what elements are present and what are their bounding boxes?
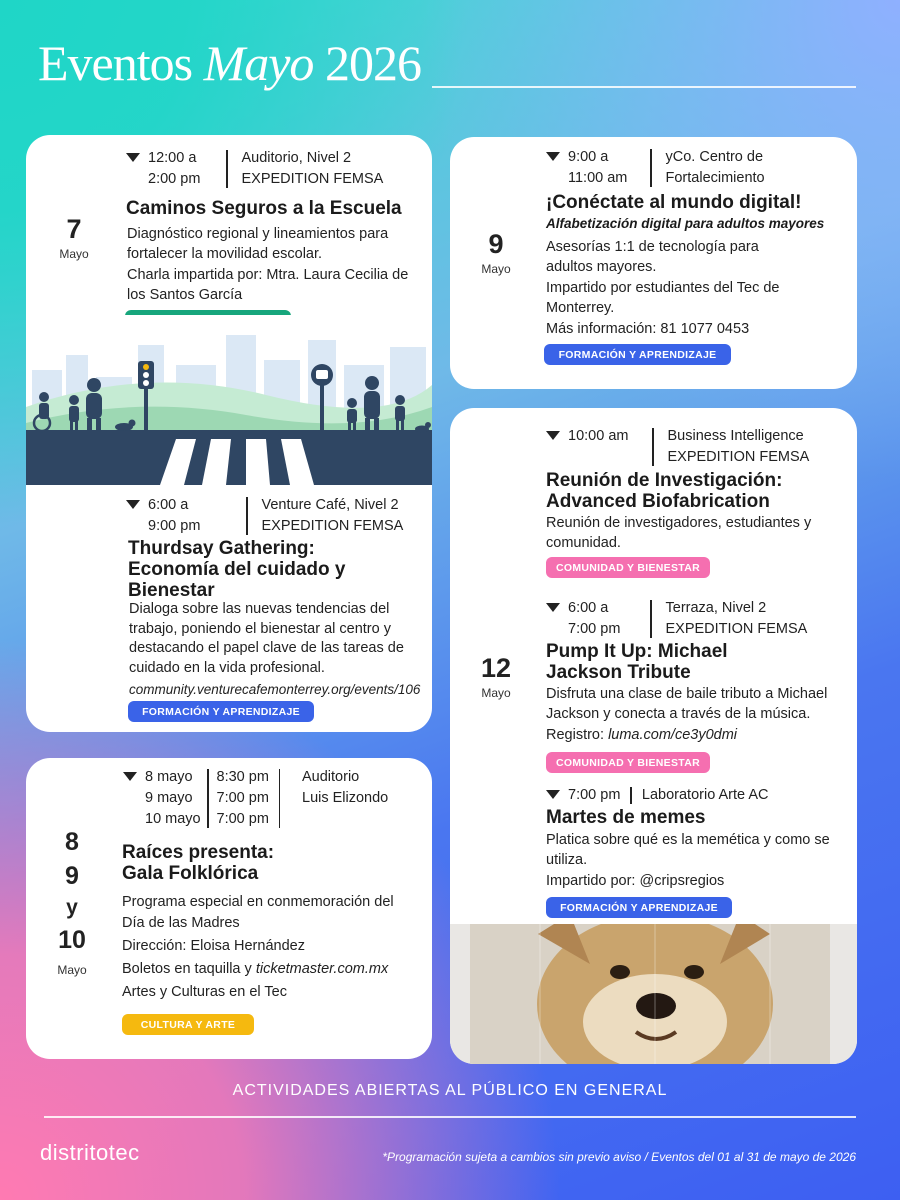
speaker-text: Charla impartida por: Mtra. Laura Cecilia de los Santos García: [127, 267, 409, 303]
event-description: [546, 831, 836, 894]
event-schedule: [546, 426, 809, 468]
date-conjunction: y: [66, 896, 78, 919]
category-tag: FORMACIÓN Y APRENDIZAJE: [128, 701, 314, 722]
event-description: [546, 514, 822, 555]
event-location: Auditorio Luis Elizondo: [302, 769, 389, 806]
date-month: Mayo: [57, 963, 87, 977]
divider: [630, 787, 632, 804]
event-schedule: [126, 495, 403, 537]
event-time: 6:00 a 7:00 pm: [568, 600, 621, 637]
description-text: Diagnóstico regional y lineamientos para fortalecer la movilidad escolar.: [127, 226, 389, 262]
event-time: 7:00 pm: [568, 787, 621, 803]
description-text: Asesorías 1:1 de tecnología para adultos mayores.: [546, 239, 759, 275]
date-day: 8: [65, 828, 79, 856]
event-time: 9:00 a 11:00 am: [568, 149, 628, 186]
category-tag: COMUNIDAD Y BIENESTAR: [546, 752, 710, 773]
event-title: Martes de memes: [546, 807, 706, 828]
event-time: 6:00 a 9:00 pm: [148, 497, 201, 534]
event-dates: 8 mayo 9 mayo 10 mayo: [145, 769, 201, 827]
organizer-text: Artes y Culturas en el Tec: [122, 984, 287, 1000]
divider: [246, 497, 248, 535]
date-day: 10: [58, 926, 86, 954]
caret-down-icon: [126, 500, 140, 509]
date-day: 9: [65, 862, 79, 890]
event-description: [546, 685, 836, 748]
date-day: 9: [488, 229, 504, 259]
event-location: Venture Café, Nivel 2 EXPEDITION FEMSA: [261, 497, 404, 534]
event-location: Laboratorio Arte AC: [641, 787, 769, 803]
event-link[interactable]: community.venturecafemonterrey.org/events/106: [129, 682, 421, 697]
organizer-text: Impartido por estudiantes del Tec de Monterrey.: [546, 280, 780, 316]
ticket-text: [122, 959, 418, 980]
event-schedule: [546, 785, 768, 806]
registration-label: Registro:: [546, 727, 609, 743]
divider: [279, 769, 281, 828]
event-description: [129, 600, 421, 702]
event-card-may-12: [450, 408, 857, 1064]
divider: [207, 769, 209, 828]
event-title: Raíces presenta: Gala Folklórica: [122, 842, 275, 884]
category-tag: COMUNIDAD Y BIENESTAR: [546, 557, 710, 578]
public-activities-banner: ACTIVIDADES ABIERTAS AL PÚBLICO EN GENERAL: [232, 1082, 668, 1099]
event-location: Terraza, Nivel 2 EXPEDITION FEMSA: [665, 600, 808, 637]
director-text: Dirección: Eloisa Hernández: [122, 938, 305, 954]
title-word-mayo: Mayo: [203, 35, 314, 91]
date-day: 7: [66, 214, 82, 244]
divider: [650, 149, 652, 187]
description-text: Programa especial en conmemoración del Día de las Madres: [122, 894, 394, 931]
event-hours: 8:30 pm 7:00 pm 7:00 pm: [216, 769, 269, 827]
category-tag: FORMACIÓN Y APRENDIZAJE: [546, 897, 732, 918]
caret-down-icon: [546, 603, 560, 612]
event-title: Reunión de Investigación: Advanced Biofabrication: [546, 470, 783, 512]
description-text: Platica sobre qué es la memética y como se utiliza.: [546, 832, 830, 868]
event-title: Pump It Up: Michael Jackson Tribute: [546, 641, 728, 683]
event-time: 12:00 a 2:00 pm: [148, 150, 201, 187]
date-block: [34, 215, 114, 261]
safe-school-route-illustration: [26, 315, 432, 485]
category-tag: FORMACIÓN Y APRENDIZAJE: [544, 344, 731, 365]
description-text: Dialoga sobre las nuevas tendencias del trabajo, poniendo el bienestar al centro y destacando el papel clave de las tareas de cuidado en la vida profesional.: [129, 601, 404, 676]
event-schedule: [126, 148, 383, 190]
event-title: Caminos Seguros a la Escuela: [126, 198, 402, 219]
event-time: 10:00 am: [568, 428, 629, 444]
registration-text: [546, 726, 836, 746]
date-block: [456, 230, 536, 276]
category-tag: CULTURA Y ARTE: [122, 1014, 254, 1035]
contact-text: Más información: 81 1077 0453: [546, 321, 750, 337]
description-text: Reunión de investigadores, estudiantes y comunidad.: [546, 515, 812, 551]
caret-down-icon: [546, 152, 560, 161]
divider: [650, 600, 652, 638]
event-description: [546, 238, 808, 342]
ticket-link[interactable]: ticketmaster.com.mx: [255, 961, 389, 977]
event-description: [127, 225, 417, 307]
date-month: Mayo: [481, 261, 511, 276]
caret-down-icon: [123, 772, 137, 781]
caret-down-icon: [546, 431, 560, 440]
ticket-label: Boletos en taquilla y: [122, 961, 256, 977]
event-description: [122, 892, 418, 1005]
date-month: Mayo: [481, 685, 511, 700]
description-text: Disfruta una clase de baile tributo a Michael Jackson y conecta a través de la música.: [546, 686, 828, 722]
date-block: [32, 825, 112, 977]
date-month: Mayo: [59, 246, 89, 261]
title-word-year: 2026: [324, 35, 421, 91]
event-card-may-7: [26, 135, 432, 732]
divider: [226, 150, 228, 188]
title-divider: [432, 86, 856, 88]
date-day: 12: [480, 653, 512, 683]
distritotec-logo: distritotec: [40, 1140, 140, 1165]
event-subtitle: Alfabetización digital para adultos mayores: [546, 216, 825, 231]
meme-dog-image: [450, 924, 857, 1064]
page-title: [38, 35, 421, 91]
event-card-may-8-9-10: [26, 758, 432, 1059]
footer-divider: [44, 1116, 856, 1118]
event-schedule: [546, 598, 807, 640]
registration-link[interactable]: luma.com/ce3y0dmi: [608, 727, 737, 743]
divider: [652, 428, 654, 466]
caret-down-icon: [546, 790, 560, 799]
event-location: yCo. Centro de Fortalecimiento: [665, 149, 765, 186]
event-location: Auditorio, Nivel 2 EXPEDITION FEMSA: [241, 150, 384, 187]
disclaimer-text: *Programación sujeta a cambios sin previo aviso / Eventos del 01 al 31 de mayo de 2026: [382, 1150, 856, 1164]
event-title: Thurdsay Gathering: Economía del cuidado y Bienestar: [128, 538, 346, 601]
speaker-text: Impartido por: @cripsregios: [546, 873, 725, 889]
title-word-eventos: Eventos: [38, 35, 193, 91]
event-schedule: [546, 147, 765, 189]
caret-down-icon: [126, 153, 140, 162]
event-location: Business Intelligence EXPEDITION FEMSA: [667, 428, 810, 465]
date-block: [456, 654, 536, 700]
event-schedule: [123, 767, 388, 830]
event-title: ¡Conéctate al mundo digital!: [546, 192, 802, 213]
event-card-may-9: [450, 137, 857, 389]
